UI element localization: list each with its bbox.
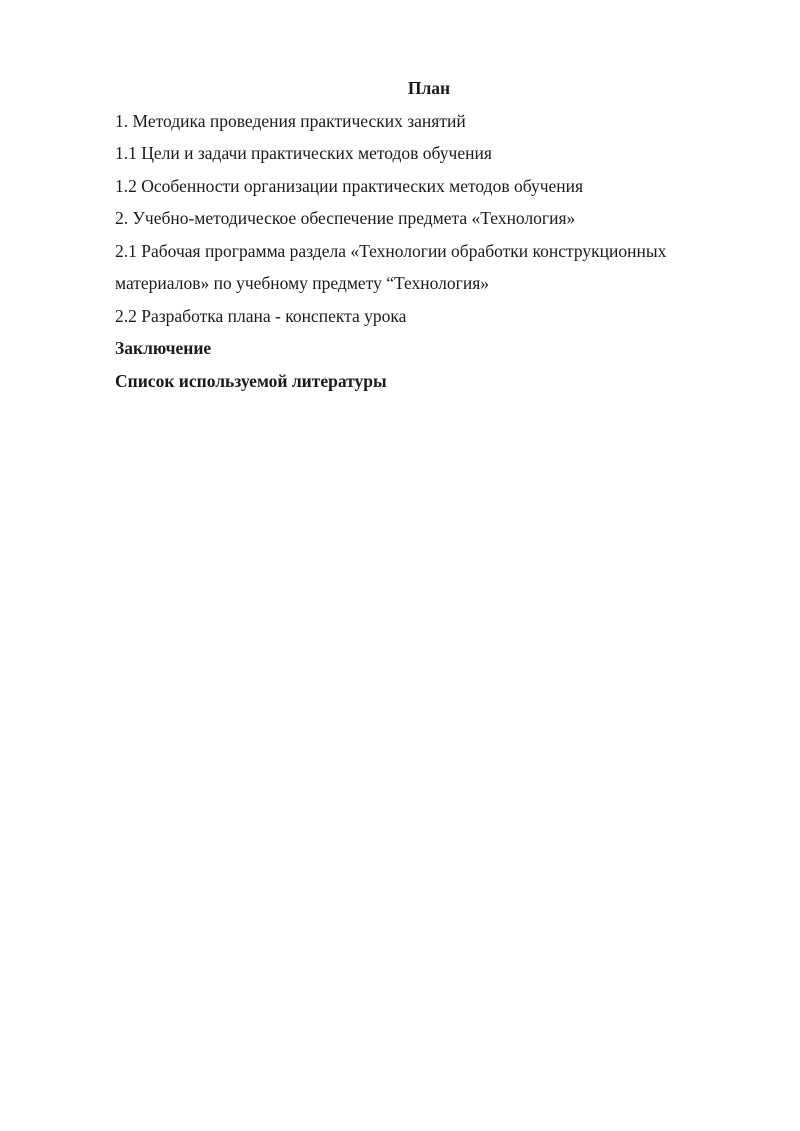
toc-item-bibliography: Список используемой литературы [115,370,387,391]
document-body [115,72,715,397]
toc-item-2: 2. Учебно-методическое обеспечение предмета «Технология» [115,208,576,228]
toc-item-1-2: 1.2 Особенности организации практических методов обучения [115,175,584,196]
toc-item-2-1-continued: материалов» по учебному предмету “Технология» [115,273,490,293]
toc-item-2-1: 2.1 Рабочая программа раздела «Технологии обработки конструкционных [115,240,667,261]
toc-item-2-2: 2.2 Разработка плана - конспекта урока [115,305,407,326]
toc-item-conclusion: Заключение [115,338,212,358]
toc-item-1: 1. Методика проведения практических занятий [115,110,466,131]
table-of-contents [115,105,715,398]
page-title: План [407,78,451,98]
toc-item-1-1: 1.1 Цели и задачи практических методов обучения [115,143,492,163]
